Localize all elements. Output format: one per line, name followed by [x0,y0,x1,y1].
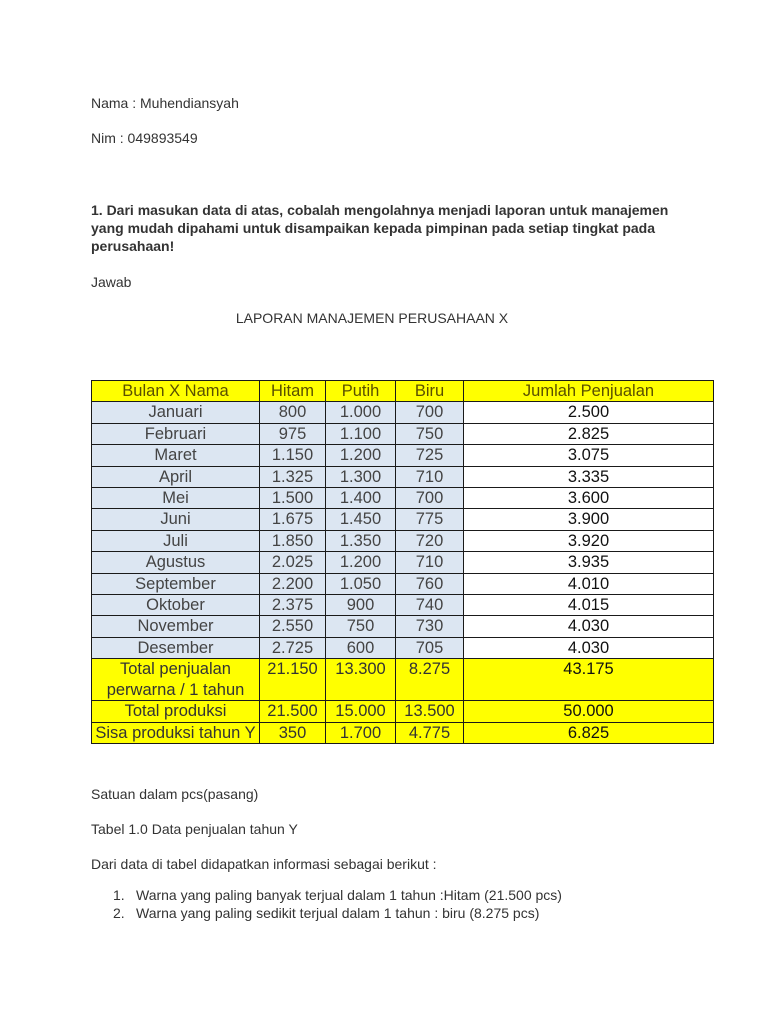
summary-row [92,701,714,722]
cell-month: Mei [92,488,260,509]
cell-hitam: 2.375 [260,595,326,616]
findings-list [113,886,562,922]
table-row [92,637,714,658]
cell-biru: 8.275 [396,659,464,701]
table-row [92,445,714,466]
list-item-number: 2. [113,905,125,921]
cell-hitam: 1.500 [260,488,326,509]
cell-jumlah: 3.600 [464,488,714,509]
question-text: 1. Dari masukan data di atas, cobalah mengolahnya menjadi laporan untuk manajemen yang mudah dipahami untuk disampaikan kepada pimpinan pada setiap tingkat pada perusahaan! [91,202,669,254]
answer-label: Jawab [91,274,132,290]
cell-hitam: 2.200 [260,573,326,594]
cell-month: Total produksi [92,701,260,722]
table-row [92,573,714,594]
table-row [92,423,714,444]
sales-report-table [91,380,714,744]
table-row [92,466,714,487]
cell-jumlah: 4.030 [464,616,714,637]
cell-hitam: 2.025 [260,552,326,573]
findings-intro: Dari data di tabel didapatkan informasi sebagai berikut : [91,856,437,872]
cell-jumlah: 50.000 [464,701,714,722]
column-header-jumlah: Jumlah Penjualan [464,381,714,402]
cell-putih: 750 [326,616,396,637]
table-row [92,530,714,551]
cell-putih: 1.700 [326,722,396,743]
cell-biru: 760 [396,573,464,594]
cell-putih: 1.350 [326,530,396,551]
column-header-putih: Putih [326,381,396,402]
list-item-number: 1. [113,887,125,903]
cell-biru: 730 [396,616,464,637]
cell-hitam: 1.850 [260,530,326,551]
cell-jumlah: 3.335 [464,466,714,487]
cell-month: Juni [92,509,260,530]
nim-line: Nim : 049893549 [91,130,198,146]
table-row [92,616,714,637]
cell-month: Oktober [92,595,260,616]
cell-jumlah: 3.075 [464,445,714,466]
cell-biru: 710 [396,552,464,573]
cell-jumlah: 6.825 [464,722,714,743]
table-header-row [92,381,714,402]
table-row [92,402,714,423]
cell-hitam: 1.325 [260,466,326,487]
list-item [113,886,562,904]
cell-jumlah: 2.825 [464,423,714,444]
cell-putih: 1.100 [326,423,396,444]
summary-row [92,659,714,701]
cell-putih: 1.300 [326,466,396,487]
cell-jumlah: 2.500 [464,402,714,423]
cell-jumlah: 3.900 [464,509,714,530]
cell-putih: 900 [326,595,396,616]
list-item [113,904,562,922]
cell-putih: 13.300 [326,659,396,701]
cell-biru: 750 [396,423,464,444]
cell-putih: 15.000 [326,701,396,722]
cell-biru: 700 [396,402,464,423]
cell-putih: 1.200 [326,445,396,466]
list-item-text: Warna yang paling banyak terjual dalam 1 tahun :Hitam (21.500 pcs) [136,887,562,903]
cell-biru: 725 [396,445,464,466]
cell-biru: 13.500 [396,701,464,722]
cell-hitam: 2.550 [260,616,326,637]
cell-putih: 1.450 [326,509,396,530]
cell-month: Februari [92,423,260,444]
table-row [92,509,714,530]
cell-biru: 4.775 [396,722,464,743]
cell-jumlah: 4.030 [464,637,714,658]
unit-note: Satuan dalam pcs(pasang) [91,786,259,802]
table-row [92,595,714,616]
column-header-biru: Biru [396,381,464,402]
cell-jumlah: 4.010 [464,573,714,594]
cell-biru: 720 [396,530,464,551]
column-header-month: Bulan X Nama [92,381,260,402]
cell-month: Juli [92,530,260,551]
cell-jumlah: 4.015 [464,595,714,616]
cell-biru: 775 [396,509,464,530]
cell-putih: 1.400 [326,488,396,509]
report-title: LAPORAN MANAJEMEN PERUSAHAAN X [235,310,509,326]
summary-row [92,722,714,743]
name-line: Nama : Muhendiansyah [91,95,239,111]
cell-jumlah: 3.920 [464,530,714,551]
cell-jumlah: 3.935 [464,552,714,573]
cell-hitam: 2.725 [260,637,326,658]
cell-biru: 740 [396,595,464,616]
cell-biru: 700 [396,488,464,509]
cell-month: Desember [92,637,260,658]
cell-month: Maret [92,445,260,466]
cell-putih: 1.000 [326,402,396,423]
cell-month: Total penjualan perwarna / 1 tahun [92,659,260,701]
cell-hitam: 975 [260,423,326,444]
cell-putih: 1.050 [326,573,396,594]
cell-hitam: 1.675 [260,509,326,530]
cell-biru: 705 [396,637,464,658]
cell-month: Agustus [92,552,260,573]
cell-putih: 600 [326,637,396,658]
cell-hitam: 350 [260,722,326,743]
cell-hitam: 800 [260,402,326,423]
table-caption: Tabel 1.0 Data penjualan tahun Y [91,821,298,837]
cell-month: September [92,573,260,594]
cell-biru: 710 [396,466,464,487]
cell-month: Januari [92,402,260,423]
cell-month: April [92,466,260,487]
table-row [92,488,714,509]
cell-month: November [92,616,260,637]
cell-putih: 1.200 [326,552,396,573]
table-row [92,552,714,573]
column-header-hitam: Hitam [260,381,326,402]
list-item-text: Warna yang paling sedikit terjual dalam 1 tahun : biru (8.275 pcs) [136,905,540,921]
cell-hitam: 21.150 [260,659,326,701]
cell-month: Sisa produksi tahun Y [92,722,260,743]
cell-jumlah: 43.175 [464,659,714,701]
cell-hitam: 1.150 [260,445,326,466]
cell-hitam: 21.500 [260,701,326,722]
